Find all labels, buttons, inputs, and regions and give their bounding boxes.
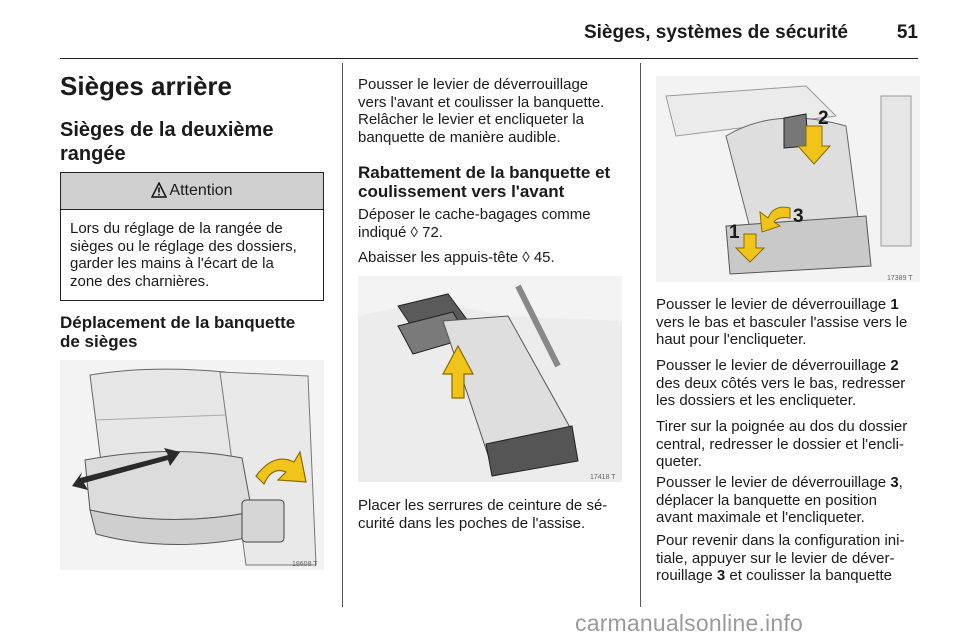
heading-fold-bench-line2: coulissement vers l'avant	[358, 182, 565, 201]
paragraph	[656, 418, 907, 471]
heading-fold-bench: Rabattement de la banquette et	[358, 163, 611, 182]
paragraph	[656, 474, 903, 527]
text-line: banquette de manière audible.	[358, 128, 561, 146]
paragraph	[358, 497, 607, 532]
warning-line: sièges ou le réglage des dossiers,	[70, 237, 297, 255]
callout-3: 3	[793, 206, 804, 227]
warning-line: zone des charnières.	[70, 272, 210, 290]
paragraph	[358, 76, 604, 146]
text-line: haut pour l'encliqueter.	[656, 331, 807, 348]
warning-header	[61, 173, 323, 210]
illustration-bench-levers	[656, 76, 920, 282]
heading-slide-bench-line2: de sièges	[60, 332, 138, 351]
illustration-seat-slide	[60, 360, 324, 570]
paragraph	[656, 532, 904, 585]
text-line: Relâcher le levier et encliqueter la	[358, 111, 584, 128]
warning-box	[60, 172, 324, 301]
warning-label: Attention	[169, 182, 233, 199]
text-line: vers l'avant et coulisser la banquette.	[358, 93, 605, 111]
text-line: central, redresser le dossier et l'encli-	[656, 435, 904, 453]
text-line: Pousser le levier de déverrouillage 2	[656, 357, 899, 374]
subsection-title-line1: Sièges de la deuxième	[60, 119, 274, 141]
watermark: carmanualsonline.info	[575, 610, 803, 636]
figure-number: 18608 T	[292, 561, 318, 568]
callout-2: 2	[818, 108, 829, 129]
section-title: Sièges arrière	[60, 71, 233, 101]
column-divider	[342, 63, 343, 607]
text-line: Pousser le levier de déverrouillage 3,	[656, 474, 903, 491]
text-line: queter.	[656, 453, 702, 470]
column-divider	[640, 63, 641, 607]
subsection-title-line2: rangée	[60, 143, 126, 165]
page-number: 51	[896, 22, 918, 43]
text-line: Pour revenir dans la configuration ini-	[656, 532, 905, 549]
text-line: curité dans les poches de l'assise.	[358, 514, 586, 532]
figure-number: 17389 T	[887, 275, 913, 282]
text-line: Déposer le cache-bagages comme	[358, 206, 591, 223]
paragraph	[358, 206, 591, 241]
text-line: Pousser le levier de déverrouillage 1	[656, 296, 899, 313]
text-line: Placer les serrures de ceinture de sé-	[358, 497, 608, 514]
text-line: avant maximale et l'encliqueter.	[656, 509, 865, 526]
warning-line: Lors du réglage de la rangée de	[70, 220, 283, 237]
paragraph: Abaisser les appuis-tête ◊ 45.	[358, 249, 555, 266]
text-line: les dossiers et les encliqueter.	[656, 392, 857, 409]
paragraph	[656, 357, 905, 410]
text-line: déplacer la banquette en position	[656, 491, 878, 509]
paragraph	[656, 296, 907, 349]
text-line: Pousser le levier de déverrouillage	[358, 76, 589, 93]
header-title: Sièges, systèmes de sécurité	[583, 22, 848, 43]
illustration-fold-bench	[358, 276, 622, 482]
text-line: Tirer sur la poignée au dos du dossier	[656, 418, 908, 435]
page-header	[60, 14, 918, 59]
text-line: rouillage 3 et coulisser la banquette	[656, 567, 893, 584]
warning-triangle-icon	[151, 182, 167, 198]
warning-line: garder les mains à l'écart de la	[70, 255, 274, 272]
callout-1: 1	[729, 222, 740, 243]
figure-number: 17418 T	[590, 474, 616, 481]
text-line: vers le bas et basculer l'assise vers le	[656, 313, 908, 331]
warning-text	[61, 210, 323, 290]
heading-slide-bench: Déplacement de la banquette	[60, 313, 296, 332]
text-line: tiale, appuyer sur le levier de déver-	[656, 549, 895, 567]
text-line: indiqué ◊ 72.	[358, 223, 443, 241]
text-line: des deux côtés vers le bas, redresser	[656, 374, 906, 392]
